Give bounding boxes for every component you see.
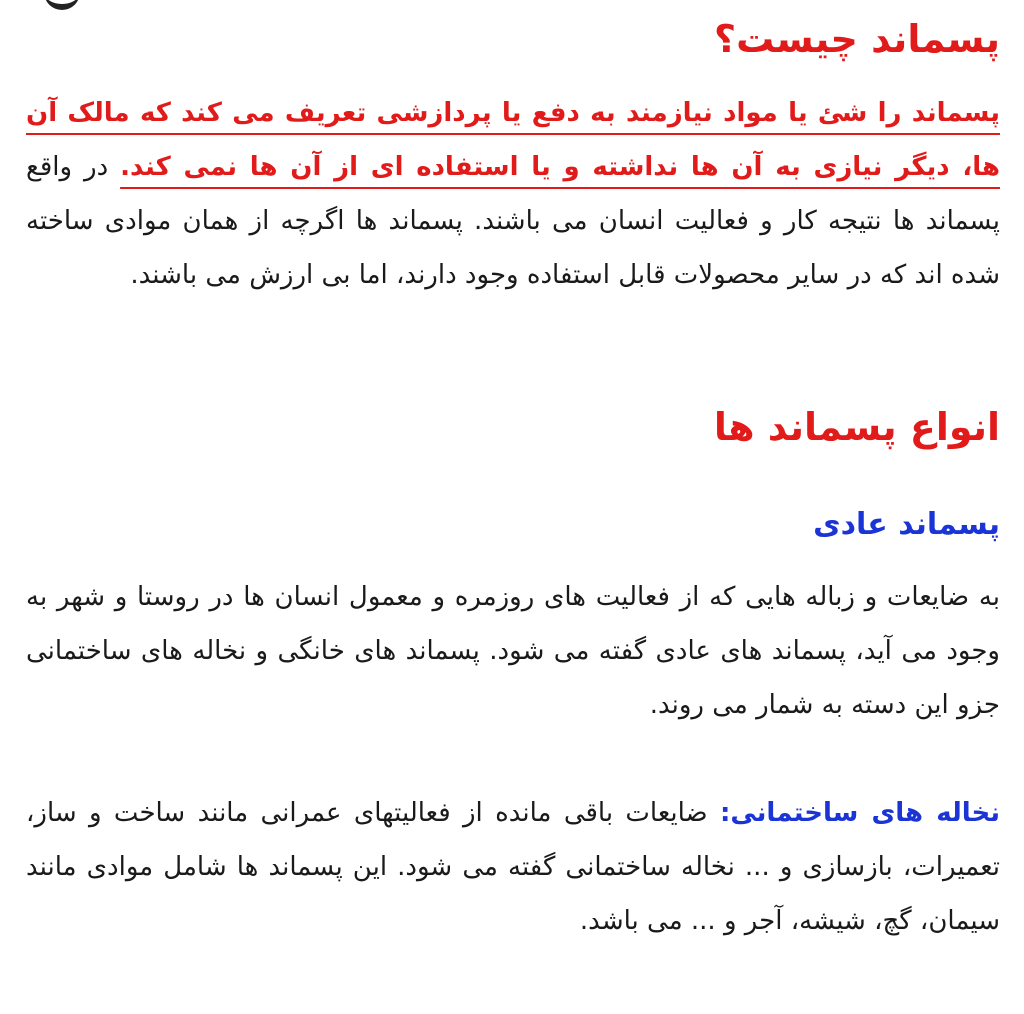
- construction-waste-body: ضایعات باقی مانده از فعالیتهای عمرانی مانند ساخت و ساز، تعمیرات، بازسازی و ... نخاله ساختمانی گفته می شود. این پسماند ها شامل موادی مانند سیمان، گچ، شیشه، آجر و ... می باشد.: [26, 798, 1000, 936]
- regular-waste-paragraph: به ضایعات و زباله هایی که از فعالیت های روزمره و معمول انسان ها در روستا و شهر به وجود می آید، پسماند های عادی گفته می شود. پسماند های خانگی و نخاله های ساختمانی جزو این دسته به شمار می روند.: [26, 582, 1000, 720]
- cropped-glyph-fragment: [44, 0, 80, 10]
- construction-waste-term: نخاله های ساختمانی:: [719, 798, 1000, 828]
- waste-definition-body: در واقع پسماند ها نتیجه کار و فعالیت انسان می باشند. پسماند ها اگرچه از همان موادی ساخته شده اند که در سایر محصولات قابل استفاده وجود دارند، اما بی ارزش می باشند.: [26, 152, 1000, 290]
- subsection-title-regular-waste: پسماند عادی: [813, 507, 1000, 542]
- waste-definition-paragraph: [26, 86, 1000, 302]
- section-title-waste-types: انواع پسماند ها: [713, 405, 1000, 449]
- construction-waste-paragraph: [26, 786, 1000, 948]
- waste-definition-highlight: پسماند را شئ یا مواد نیازمند به دفع یا پردازشی تعریف می کند که مالک آن ها، دیگر نیازی به آن ها نداشته و یا استفاده ای از آن ها نمی کند.: [26, 98, 1000, 182]
- section-title-what-is-waste: پسماند چیست؟: [714, 17, 1000, 61]
